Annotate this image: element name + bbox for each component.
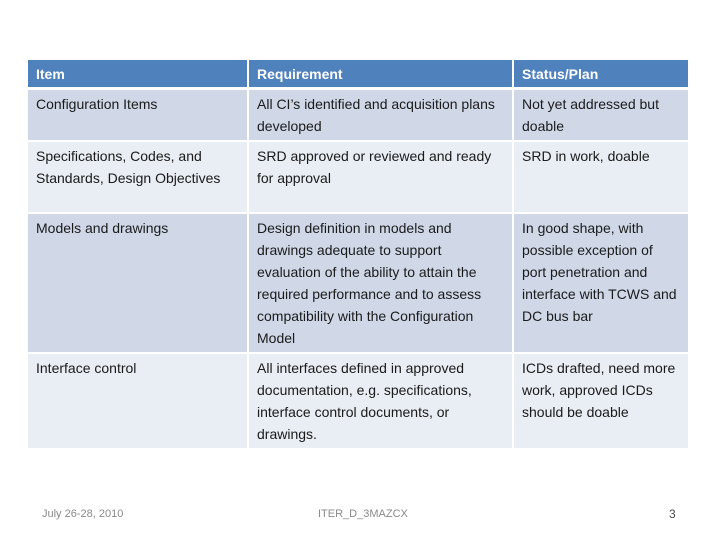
cell-status: ICDs drafted, need more work, approved ICDs should be doable	[513, 353, 688, 449]
footer-date: July 26-28, 2010	[42, 508, 124, 520]
cell-requirement: All interfaces defined in approved documentation, e.g. specifications, interface control documents, or drawings.	[248, 353, 513, 449]
footer-page-number: 3	[669, 507, 676, 521]
cell-requirement: All CI’s identified and acquisition plans developed	[248, 89, 513, 142]
cell-item: Interface control	[28, 353, 248, 449]
table-row	[28, 213, 688, 353]
cell-status: In good shape, with possible exception of port penetration and interface with TCWS and DC bus bar	[513, 213, 688, 353]
cell-item: Specifications, Codes, and Standards, Design Objectives	[28, 141, 248, 213]
cell-requirement: SRD approved or reviewed and ready for approval	[248, 141, 513, 213]
cell-status: Not yet addressed but doable	[513, 89, 688, 142]
table-row	[28, 89, 688, 142]
table-header-row	[28, 60, 688, 89]
cell-status: SRD in work, doable	[513, 141, 688, 213]
requirements-table	[28, 60, 688, 450]
footer-document-id: ITER_D_3MAZCX	[318, 508, 408, 520]
header-requirement: Requirement	[248, 60, 513, 89]
cell-requirement: Design definition in models and drawings adequate to support evaluation of the ability to attain the required performance and to assess compatibility with the Configuration Model	[248, 213, 513, 353]
table-row	[28, 141, 688, 213]
cell-item: Models and drawings	[28, 213, 248, 353]
header-item: Item	[28, 60, 248, 89]
header-status-plan: Status/Plan	[513, 60, 688, 89]
table-row	[28, 353, 688, 449]
cell-item: Configuration Items	[28, 89, 248, 142]
